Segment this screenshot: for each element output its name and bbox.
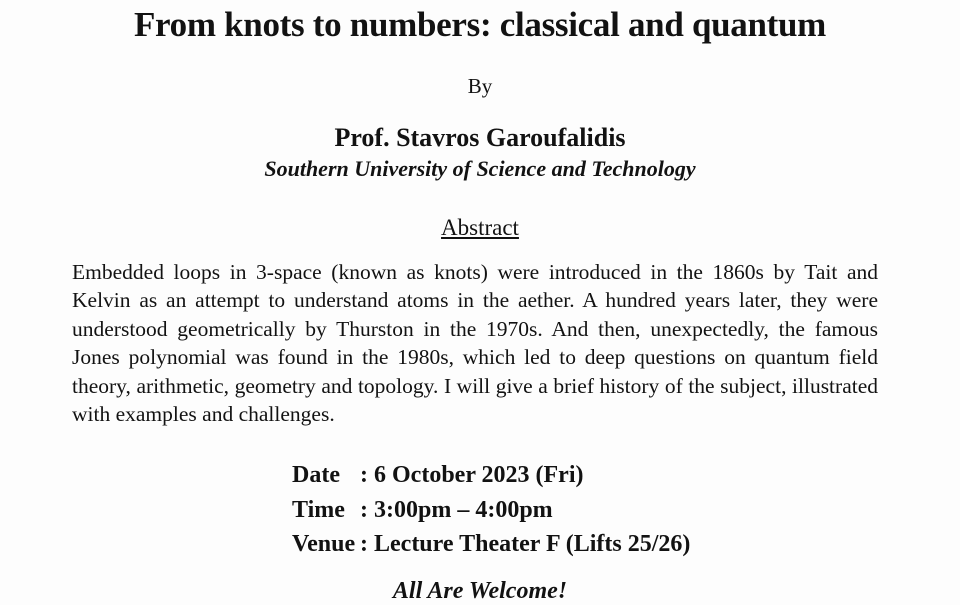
abstract-body: Embedded loops in 3-space (known as knots) were introduced in the 1860s by Tait and Kelvin as an attempt to understand atoms in the aether. A hundred years later, they were understood geometrically by Thurston in the 1970s. And then, unexpectedly, the famous Jones polynomial was found in the 1980s, which led to deep questions on quantum field theory, arithmetic, geometry and topology. I will give a brief history of the subject, illustrated with examples and challenges. [72,260,878,427]
detail-row-venue [292,527,690,562]
detail-value-venue: Lecture Theater F (Lifts 25/26) [374,531,691,557]
welcome-message: All Are Welcome! [392,578,568,604]
detail-value-time: 3:00pm – 4:00pm [374,496,553,523]
abstract-heading [0,215,960,241]
detail-row-date [292,458,690,493]
detail-label-venue: Venue [292,531,356,557]
speaker-name: Prof. Stavros Garoufalidis [334,123,626,152]
by-label: By [467,74,493,98]
speaker-affiliation: Southern University of Science and Technology [264,156,696,181]
detail-label-date: Date [292,462,340,488]
abstract-heading-text: Abstract [441,215,519,240]
detail-label-time: Time [292,496,345,523]
page-title: From knots to numbers: classical and quantum [133,5,827,44]
detail-row-time [292,493,690,528]
detail-separator-venue: : [360,531,368,557]
detail-separator-time: : [360,496,368,523]
detail-separator-date: : [360,462,368,488]
detail-value-date: 6 October 2023 (Fri) [374,462,584,488]
event-details [292,458,690,562]
